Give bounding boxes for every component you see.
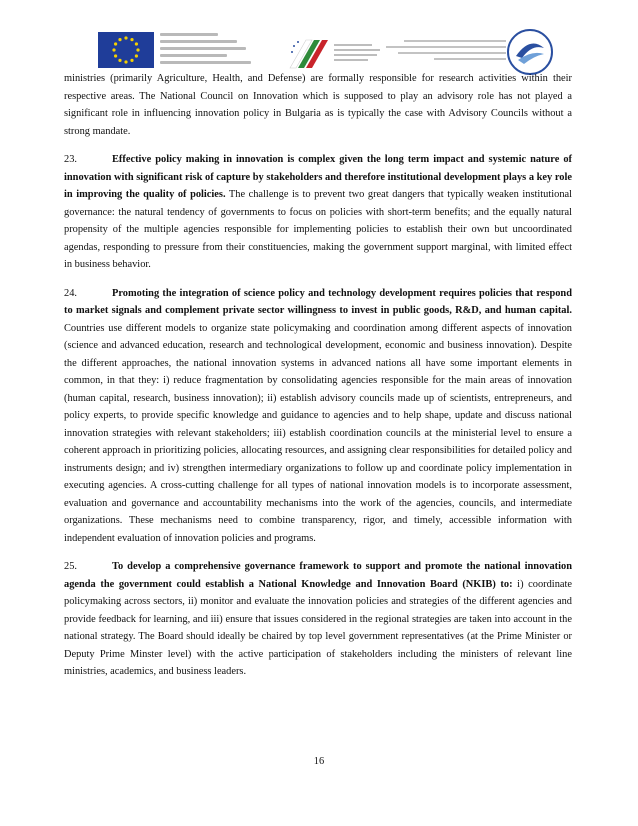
operational-programme-circle-logo-icon bbox=[506, 28, 554, 76]
paragraph-lead-bold: Effective policy making in innovation is complex given the long term impact and systemic nature of innovation with significant risk of capture by stakeholders and therefore institutional development plays a key role in improving the quality of policies. bbox=[64, 154, 572, 200]
bulgaria-logo-caption bbox=[334, 44, 382, 64]
paragraph-continued bbox=[64, 70, 572, 140]
eu-flag-icon bbox=[98, 32, 154, 68]
paragraph-text: i) coordinate policymaking across sectors, ii) monitor and evaluate the innovation policies and strategies of the different agencies and provide feedback for learning, and iii) ensure that issues considered in the regional strategies are taken into account in the national strategy. The Board should ideally be chaired by top level government representatives (at the Prime Minister or Deputy Prime Minster level) with the active participation of stakeholders including the ministers of relevant line ministries, academics, and business leaders. bbox=[64, 578, 572, 677]
paragraph-number: 25. bbox=[64, 561, 77, 572]
operational-programme-caption bbox=[386, 40, 506, 64]
paragraph-24 bbox=[64, 285, 572, 548]
paragraph-23 bbox=[64, 151, 572, 274]
paragraph-25 bbox=[64, 558, 572, 681]
page-number: 16 bbox=[313, 756, 325, 767]
paragraph-text: Countries use different models to organize state policymaking and coordination among different aspects of innovation (science and advanced education, research and technological development, economic and business innovation). Despite the different approaches, the national innovation systems in advanced nations all have some important elements in common, in that they: i) reduce fragmentation by consolidating agencies responsible for the main areas of innovation (human capital, research, business innovation); ii) establish advisory councils made up of scientists, entrepreneurs, and policy experts, to provide specific knowledge and guidance to agencies and to help shape, update and discuss national innovation strategies with relevant stakeholders; iii) establish coordination councils at the ministerial level to ensure a coherent approach in prioritizing policies, allocating resources, and assigning clear responsibilities for detailed policy and instruments design; and iv) strengthen intermediary organizations to follow up and coordinate policy implementation in executing agencies. A cross-cutting challenge for all types of national innovation models is to incorporate assessment, evaluation and governance and accountability mechanisms into the work of the agencies, councils, and intermediate organizations. These mechanisms need to combine transparency, rigor, and timely, accessible information with independent evaluation of innovation policies and programs. bbox=[64, 322, 572, 544]
paragraph-number: 24. bbox=[64, 287, 77, 299]
bulgaria-ribbon-logo-icon bbox=[286, 34, 330, 74]
paragraph-text: ministries (primarily Agriculture, Health, and Defense) are formally responsible for research activities within their respective areas. The National Council on Innovation which is supposed to play an advisory role has not played a significant role in influencing innovation policy in Bulgaria as is typically the case with Advisory Councils without a strong mandate. bbox=[64, 73, 572, 137]
paragraph-text: The challenge is to prevent two great dangers that typically weaken institutional governance: the natural tendency of governments to focus on policies with short-term benefits; and the equally natural propensity of the multiple agencies responsible for implementing policies to establish their own but uncoordinated agendas, responding to pressure from their constituencies, making the government support marginal, with limited effect in business behavior. bbox=[64, 189, 573, 270]
document-body bbox=[64, 70, 572, 692]
paragraph-number: 23. bbox=[64, 154, 77, 165]
eu-fund-caption bbox=[160, 33, 256, 68]
paragraph-lead-bold: Promoting the integration of science policy and technology development requires policies that respond to market signals and complement private sector willingness to invest in public goods, R&D, and human capital. bbox=[64, 287, 572, 316]
paragraph-lead-bold: To develop a comprehensive governance framework to support and promote the national innovation agenda the government could establish a National Knowledge and Innovation Board (NKIB) to: bbox=[64, 561, 572, 590]
